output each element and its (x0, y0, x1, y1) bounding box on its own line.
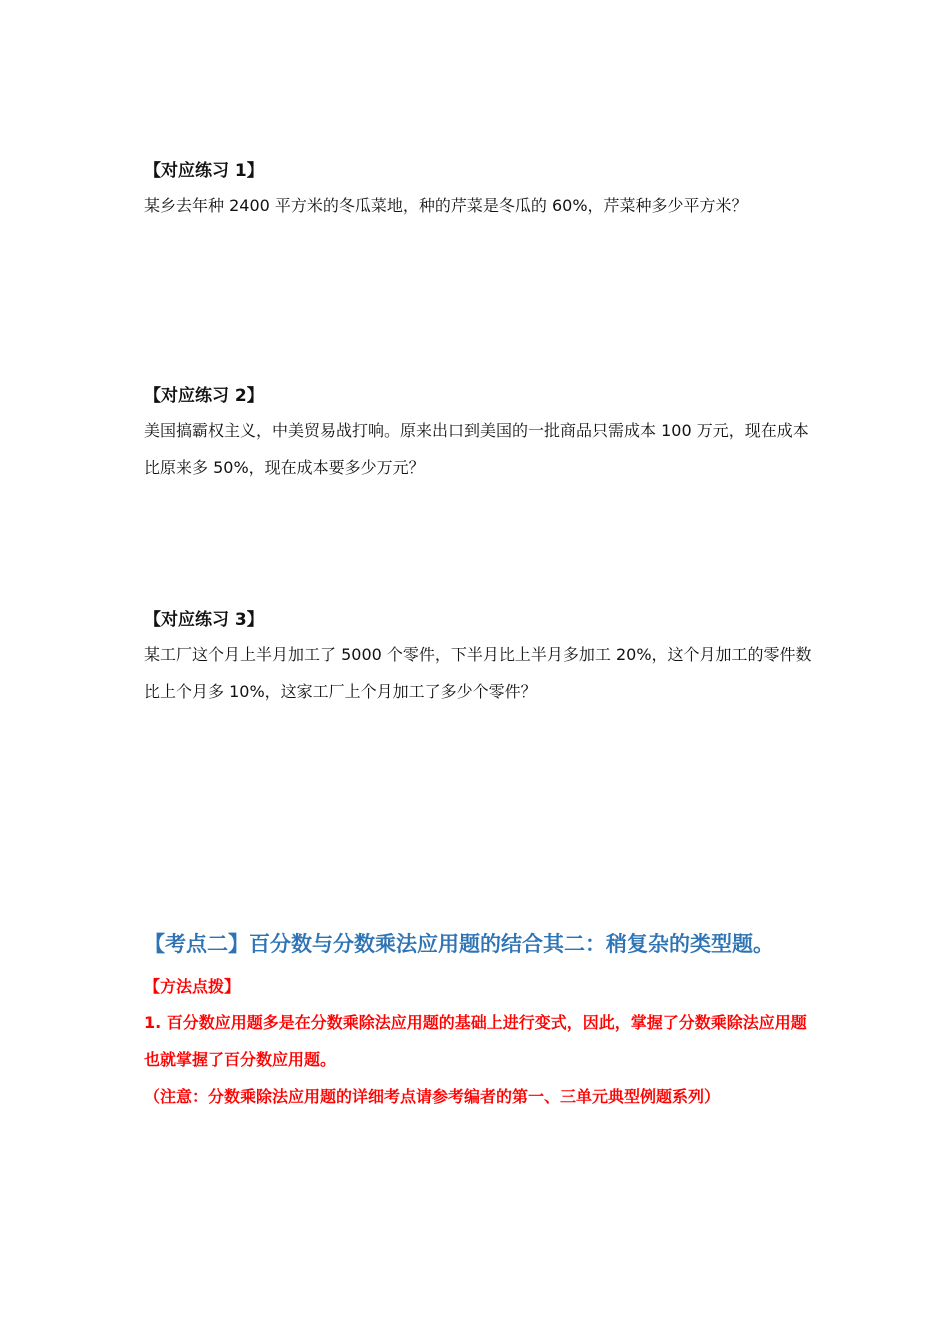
exercise-1-title: 【对应练习 1】 (144, 161, 264, 181)
exercise-3-text: 某工厂这个月上半月加工了 5000 个零件，下半月比上半月多加工 20%，这个月加工的零件数比上个月多 10%，这家工厂上个月加工了多少个零件？ (144, 645, 812, 701)
exercise-2-text: 美国搞霸权主义，中美贸易战打响。原来出口到美国的一批商品只需成本 100 万元，现在成本比原来多 50%，现在成本要多少万元？ (144, 421, 809, 477)
exercise-3 (144, 608, 814, 710)
section-2-heading: 【考点二】百分数与分数乘法应用题的结合其二：稍复杂的类型题。 (144, 932, 774, 956)
exercise-2 (144, 384, 814, 486)
method-title: 【方法点拨】 (144, 977, 241, 996)
exercise-1-text: 某乡去年种 2400 平方米的冬瓜菜地，种的芹菜是冬瓜的 60%，芹菜种多少平方米？ (144, 196, 748, 215)
section-2 (144, 918, 814, 1115)
exercise-2-title: 【对应练习 2】 (144, 386, 264, 406)
method-point: 1. 百分数应用题多是在分数乘除法应用题的基础上进行变式，因此，掌握了分数乘除法应用题也就掌握了百分数应用题。 (144, 1013, 807, 1069)
exercise-3-title: 【对应练习 3】 (144, 610, 264, 630)
exercise-1 (144, 159, 814, 224)
method-note: （注意：分数乘除法应用题的详细考点请参考编者的第一、三单元典型例题系列） (144, 1087, 721, 1106)
